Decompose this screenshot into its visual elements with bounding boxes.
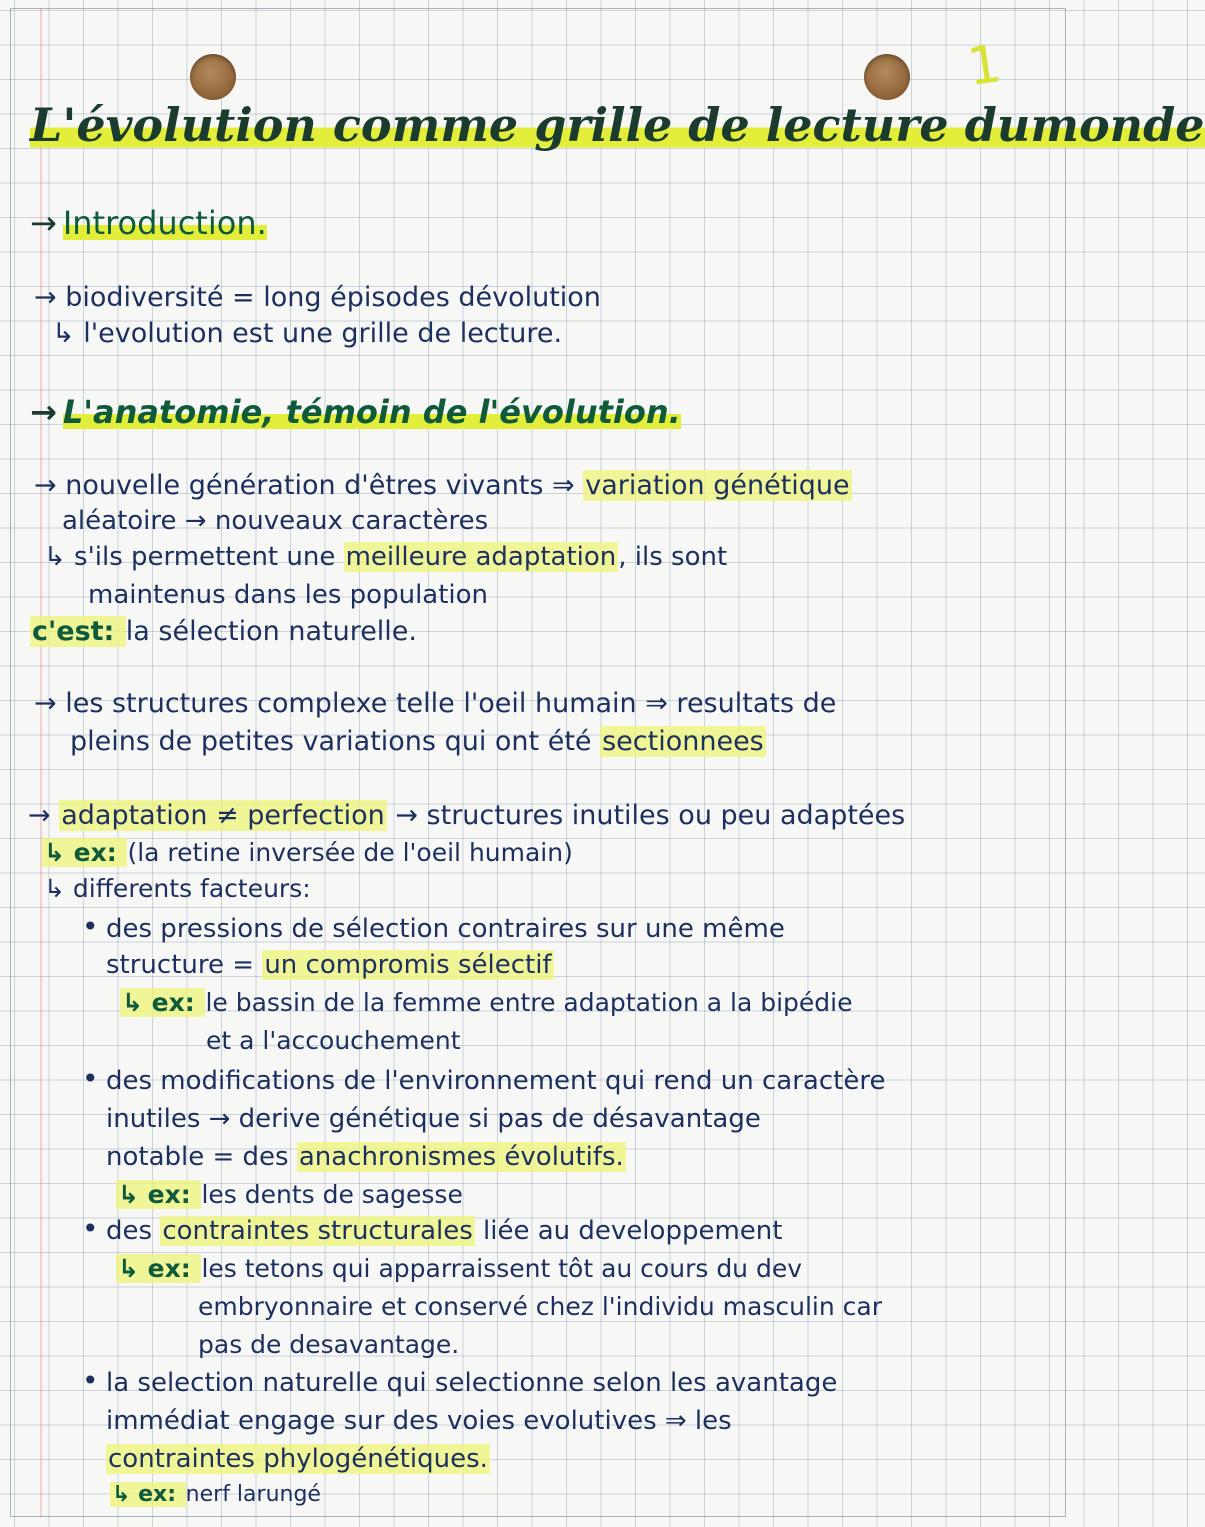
highlighted-text: adaptation ≠ perfection [61, 800, 385, 831]
note-line [44, 542, 727, 572]
note-text: liée au developpement [474, 1216, 783, 1246]
note-text: (la retine inversée de l'oeil humain) [127, 838, 573, 867]
highlighted-text: contraintes structurales [162, 1216, 473, 1246]
highlighted-text: ↳ ex: [118, 1254, 200, 1283]
punch-hole-right [864, 54, 910, 100]
note-text: structure = [106, 950, 263, 980]
punch-hole-left [190, 54, 236, 100]
note-text: la sélection naturelle. [125, 616, 418, 647]
highlighted-text: ↳ ex: [44, 838, 126, 867]
note-text: pleins de petites variations qui ont été [70, 726, 601, 757]
note-line [28, 800, 905, 831]
note-text: → [28, 800, 60, 831]
note-text: les tetons qui apparraissent tôt au cours du dev [201, 1254, 803, 1283]
section-heading-label: L'anatomie, témoin de l'évolution. [62, 393, 681, 431]
note-text: , ils sont [618, 542, 728, 572]
note-line [110, 1482, 321, 1507]
highlighted-text: ↳ ex: [122, 988, 204, 1017]
note-line: → les structures complexe telle l'oeil humain ⇒ resultats de [34, 688, 837, 719]
highlighted-text: contraintes phylogénétiques. [108, 1444, 488, 1474]
page-title-text: L'évolution comme grille de lecture dumonde [30, 98, 1205, 152]
highlighted-text: ↳ ex: [118, 1180, 200, 1209]
note-text: → structures inutiles ou peu adaptées [386, 800, 906, 831]
highlighted-text: c'est: [32, 616, 124, 647]
highlighted-text: anachronismes évolutifs. [298, 1142, 624, 1172]
note-line: la selection naturelle qui selectionne selon les avantage [106, 1368, 838, 1398]
note-text: → nouvelle génération d'êtres vivants ⇒ [34, 470, 584, 501]
note-line: inutiles → derive génétique si pas de désavantage [106, 1104, 761, 1134]
note-line: pas de desavantage. [198, 1330, 460, 1359]
note-text: le bassin de la femme entre adaptation a la bipédie [205, 988, 853, 1017]
note-line: ↳ l'evolution est une grille de lecture. [52, 318, 563, 349]
note-line [106, 950, 554, 980]
arrow-icon: → [30, 393, 57, 431]
note-line: → biodiversité = long épisodes dévolution [34, 282, 601, 313]
highlighted-text: ↳ ex: [112, 1482, 184, 1507]
section-heading-anatomy [30, 393, 681, 431]
page-number: 1 [963, 33, 1006, 99]
note-line: maintenus dans les population [88, 580, 489, 610]
note-line: embryonnaire et conservé chez l'individu masculin car [198, 1292, 882, 1321]
highlighted-text: meilleure adaptation [345, 542, 617, 572]
note-text: ↳ s'ils permettent une [44, 542, 344, 572]
note-line: des pressions de sélection contraires sur une même [106, 914, 785, 944]
note-text: les dents de sagesse [201, 1180, 463, 1209]
note-line [106, 1142, 626, 1172]
bullet-icon: • [82, 1062, 99, 1095]
page-title [30, 98, 1205, 152]
highlighted-text: sectionnees [602, 726, 764, 757]
note-line: et a l'accouchement [206, 1026, 461, 1055]
note-text: nerf larungé [185, 1482, 321, 1507]
note-text: des [106, 1216, 161, 1246]
bullet-icon: • [82, 1364, 99, 1397]
note-line: des modifications de l'environnement qui rend un caractère [106, 1066, 886, 1096]
note-line: ↳ differents facteurs: [44, 874, 311, 903]
highlighted-text: un compromis sélectif [264, 950, 552, 980]
note-line [116, 1180, 463, 1209]
section-heading-label: Introduction. [62, 204, 267, 242]
note-line [106, 1216, 782, 1246]
note-line [116, 1254, 802, 1283]
arrow-icon: → [30, 204, 57, 242]
note-line: aléatoire → nouveaux caractères [62, 506, 489, 536]
note-line [34, 470, 852, 501]
note-text: notable = des [106, 1142, 297, 1172]
note-line [42, 838, 573, 867]
note-line [120, 988, 852, 1017]
note-line [70, 726, 766, 757]
highlighted-text: variation génétique [585, 470, 850, 501]
note-line [30, 616, 417, 647]
bullet-icon: • [82, 1212, 99, 1245]
note-line [106, 1444, 490, 1474]
section-heading-introduction [30, 204, 267, 242]
note-line: immédiat engage sur des voies evolutives ⇒ les [106, 1406, 732, 1436]
bullet-icon: • [82, 910, 99, 943]
